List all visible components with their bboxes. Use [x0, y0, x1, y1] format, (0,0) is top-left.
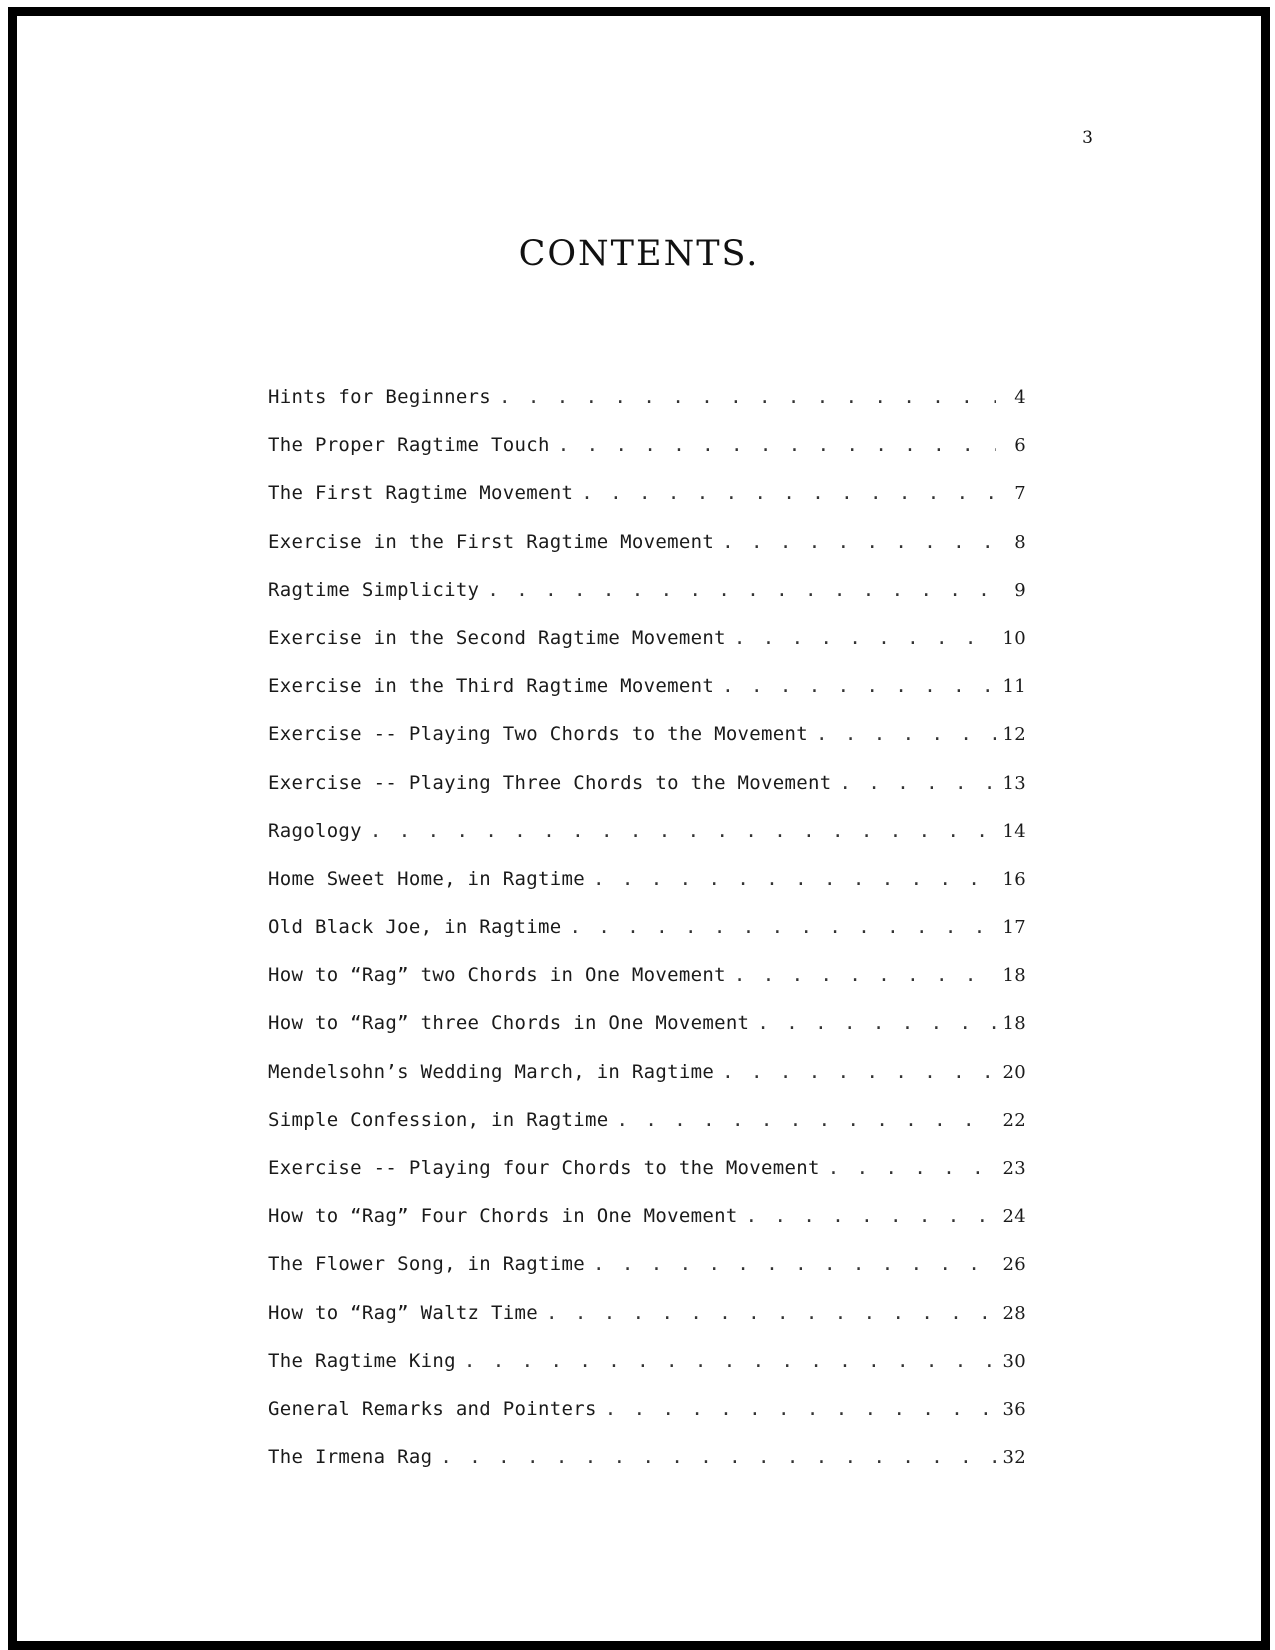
- toc-entry: [268, 1109, 1026, 1157]
- toc-entry-title: Mendelsohn’s Wedding March, in Ragtime: [268, 1060, 715, 1083]
- toc-dot-leader: [593, 1253, 996, 1275]
- toc-entry: [268, 1302, 1026, 1350]
- toc-entry: [268, 1157, 1026, 1205]
- toc-dot-leader: [616, 1109, 996, 1131]
- toc-dot-leader: [734, 627, 996, 649]
- toc-entry-title: Exercise -- Playing Three Chords to the Movement: [268, 771, 832, 794]
- toc-entry-title: How to “Rag” two Chords in One Movement: [268, 964, 726, 987]
- toc-entry-page: 17: [1002, 917, 1026, 939]
- toc-dot-leader: [558, 434, 996, 456]
- toc-dot-leader: [593, 868, 996, 890]
- toc-entry: [268, 579, 1026, 627]
- toc-entry: [268, 1446, 1026, 1494]
- toc-entry: [268, 386, 1026, 434]
- toc-entry-page: 26: [1002, 1254, 1026, 1276]
- toc-entry-page: 4: [1014, 387, 1026, 408]
- toc-dot-leader: [722, 1061, 996, 1083]
- toc-entry-page: 14: [1002, 820, 1026, 842]
- toc-entry-page: 9: [1014, 579, 1026, 601]
- toc-entry-page: 18: [1002, 965, 1026, 987]
- toc-entry-page: 11: [1002, 676, 1026, 698]
- toc-dot-leader: [828, 1157, 996, 1179]
- toc-entry: [268, 531, 1026, 579]
- toc-entry-title: Exercise in the Second Ragtime Movement: [268, 626, 726, 649]
- toc-dot-leader: [839, 772, 996, 794]
- toc-entry-page: 16: [1002, 868, 1026, 890]
- page-title: CONTENTS.: [518, 234, 760, 274]
- toc-entry-title: How to “Rag” Four Chords in One Movement: [268, 1205, 738, 1228]
- toc-entry: [268, 1205, 1026, 1253]
- toc-entry-title: How to “Rag” Waltz Time: [268, 1301, 538, 1324]
- toc-entry: [268, 868, 1026, 916]
- toc-dot-leader: [546, 1302, 996, 1324]
- toc-dot-leader: [734, 964, 996, 986]
- toc-entry-page: 10: [1002, 627, 1026, 649]
- toc-dot-leader: [605, 1398, 996, 1420]
- toc-entry-title: The Irmena Rag: [268, 1446, 433, 1469]
- toc-entry: [268, 820, 1026, 868]
- toc-dot-leader: [757, 1012, 996, 1034]
- toc-dot-leader: [746, 1205, 996, 1227]
- toc-dot-leader: [581, 482, 996, 504]
- toc-entry-title: General Remarks and Pointers: [268, 1397, 597, 1420]
- page-number: 3: [1082, 128, 1093, 148]
- toc-entry: [268, 964, 1026, 1012]
- toc-entry-page: 36: [1002, 1398, 1026, 1420]
- toc-entry-title: Exercise in the Third Ragtime Movement: [268, 675, 715, 698]
- toc-entry: [268, 1350, 1026, 1398]
- toc-entry: [268, 675, 1026, 723]
- toc-entry: [268, 1012, 1026, 1060]
- toc-entry-title: The Proper Ragtime Touch: [268, 434, 550, 457]
- toc-entry-title: Hints for Beginners: [268, 386, 492, 408]
- toc-dot-leader: [816, 723, 996, 745]
- toc-entry-title: How to “Rag” three Chords in One Movement: [268, 1012, 750, 1035]
- toc-entry: [268, 916, 1026, 964]
- toc-entry-page: 13: [1002, 772, 1026, 794]
- toc-entry-page: 24: [1002, 1206, 1026, 1228]
- toc-entry: [268, 772, 1026, 820]
- toc-entry-page: 12: [1002, 724, 1026, 746]
- toc-entry-title: Exercise -- Playing Two Chords to the Movement: [268, 723, 808, 746]
- toc-entry: [268, 482, 1026, 530]
- toc-entry-title: Old Black Joe, in Ragtime: [268, 916, 562, 939]
- toc-entry: [268, 434, 1026, 482]
- toc-entry-title: Ragology: [268, 819, 362, 842]
- toc-dot-leader: [440, 1446, 996, 1468]
- table-of-contents: [268, 386, 1026, 1494]
- toc-entry: [268, 1398, 1026, 1446]
- toc-entry-page: 28: [1002, 1302, 1026, 1324]
- toc-entry-page: 8: [1014, 531, 1026, 553]
- toc-entry-page: 7: [1014, 483, 1026, 505]
- toc-entry-title: Ragtime Simplicity: [268, 578, 480, 601]
- toc-dot-leader: [464, 1350, 996, 1372]
- toc-entry: [268, 723, 1026, 771]
- page-frame: [8, 7, 1270, 1650]
- toc-entry-title: The Ragtime King: [268, 1349, 456, 1372]
- toc-dot-leader: [569, 916, 996, 938]
- toc-dot-leader: [722, 531, 996, 553]
- toc-entry-title: Exercise in the First Ragtime Movement: [268, 530, 715, 553]
- toc-entry-title: Simple Confession, in Ragtime: [268, 1108, 609, 1131]
- toc-entry: [268, 1061, 1026, 1109]
- toc-entry-page: 32: [1002, 1447, 1026, 1469]
- toc-entry: [268, 627, 1026, 675]
- toc-entry-page: 22: [1002, 1109, 1026, 1131]
- toc-dot-leader: [499, 386, 996, 408]
- toc-dot-leader: [722, 675, 996, 697]
- toc-entry-page: 6: [1014, 435, 1026, 457]
- toc-entry-title: The Flower Song, in Ragtime: [268, 1253, 585, 1276]
- toc-entry-page: 23: [1002, 1158, 1026, 1179]
- toc-entry: [268, 1253, 1026, 1301]
- toc-entry-page: 30: [1002, 1350, 1026, 1372]
- toc-entry-page: 18: [1002, 1013, 1026, 1035]
- toc-entry-title: Home Sweet Home, in Ragtime: [268, 867, 585, 890]
- toc-dot-leader: [370, 820, 996, 842]
- toc-entry-title: The First Ragtime Movement: [268, 482, 574, 505]
- toc-dot-leader: [487, 579, 996, 601]
- toc-entry-title: Exercise -- Playing four Chords to the Movement: [268, 1157, 820, 1179]
- toc-entry-page: 20: [1002, 1061, 1026, 1083]
